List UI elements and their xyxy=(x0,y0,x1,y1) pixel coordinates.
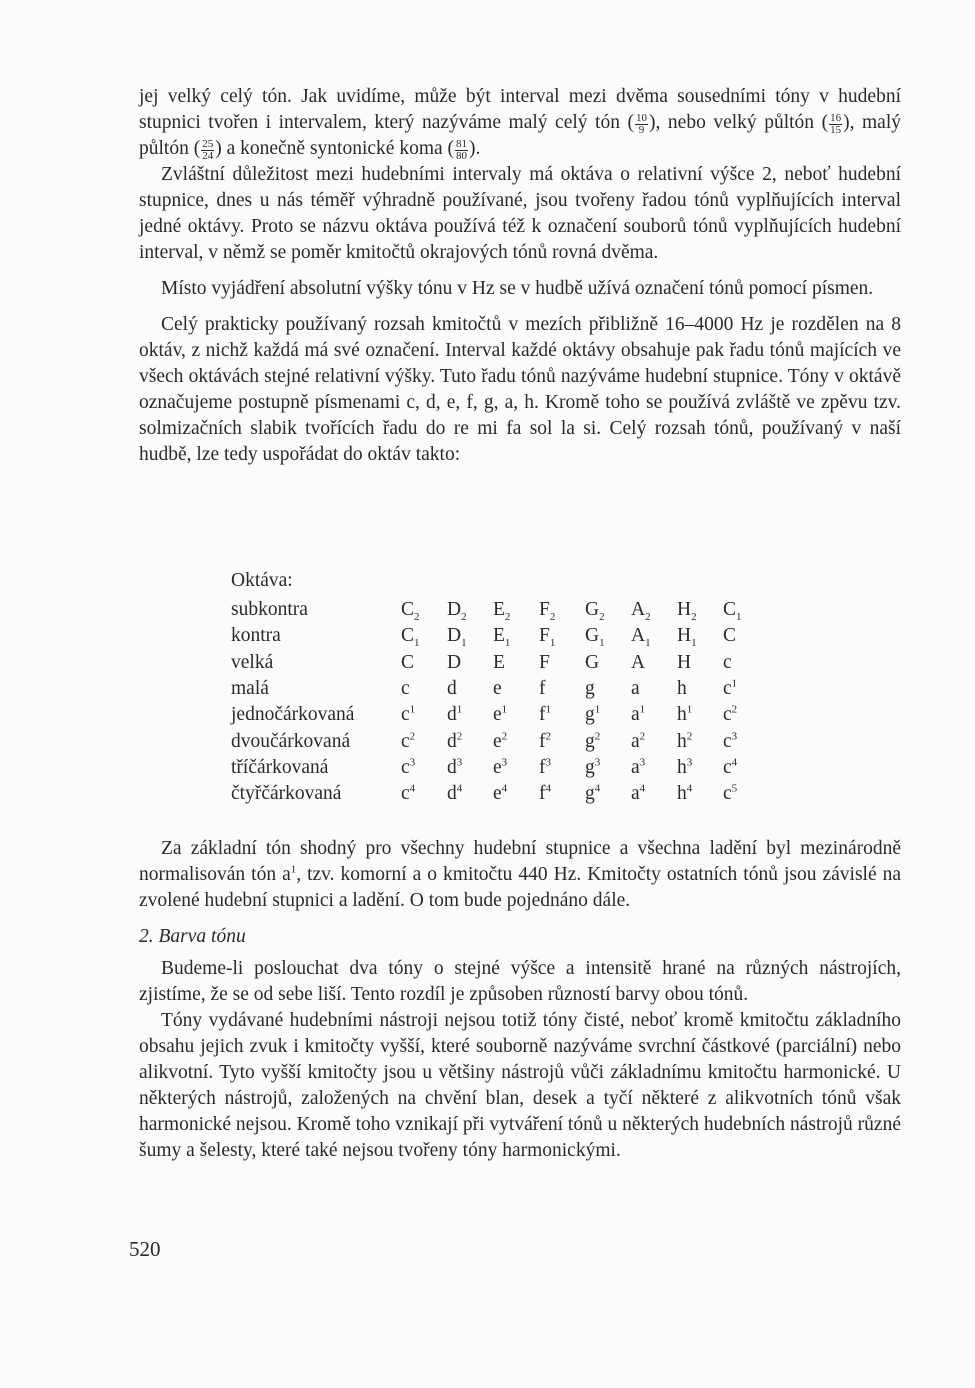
tone-cell: g xyxy=(585,678,595,700)
octave-table-header: Oktáva: xyxy=(231,570,293,591)
octave-row xyxy=(231,781,763,807)
tone-cell: $a^3$ xyxy=(631,756,646,778)
tone-cell: $h^2$ xyxy=(677,730,693,752)
octave-name: velká xyxy=(231,651,274,673)
tone-cell: $A_1$ xyxy=(631,625,651,650)
tone-cell: $e^2$ xyxy=(493,730,508,752)
tone-cell: a xyxy=(631,678,640,700)
tone-cell: E xyxy=(493,651,505,673)
tone-cell: $f^3$ xyxy=(539,756,551,778)
tone-cell: $e^4$ xyxy=(493,782,508,805)
text-run: , malý půltón xyxy=(139,112,901,159)
tone-cell: $f^2$ xyxy=(539,730,551,752)
tone-cell: $c^3$ xyxy=(401,756,416,778)
text-run: a konečně syntonické koma xyxy=(221,138,448,159)
tone-cell: F xyxy=(539,651,550,673)
tone-cell: $d^2$ xyxy=(447,730,463,752)
text-run: , nebo velký půltón xyxy=(655,112,822,133)
section-title: 2. Barva tónu xyxy=(139,926,246,947)
tone-cell: f xyxy=(539,678,546,700)
tone-cell: $g^4$ xyxy=(585,782,601,805)
octave-table-block xyxy=(231,568,763,807)
tone-cell: $c^1$ xyxy=(723,677,738,700)
octave-name: tříčárkovaná xyxy=(231,756,329,778)
tone-cell: $C_2$ xyxy=(401,599,420,624)
tone-cell: $f^1$ xyxy=(539,703,551,726)
fraction-syntonické-koma: $\frac{81}{80}$ xyxy=(456,137,468,162)
octave-row xyxy=(231,702,763,728)
tone-cell: $E_1$ xyxy=(493,625,511,650)
tone-cell: $c^4$ xyxy=(401,782,416,805)
tone-cell: $D_2$ xyxy=(447,599,467,624)
tone-cell: H xyxy=(677,651,692,673)
tone-cell: $a^4$ xyxy=(631,782,646,805)
octave-row xyxy=(231,676,763,702)
body-text-top xyxy=(139,84,901,468)
tone-cell: $c^3$ xyxy=(723,730,738,752)
tone-cell: $d^3$ xyxy=(447,756,463,778)
fraction-malý-půltón: $\frac{25}{24}$ xyxy=(202,137,214,162)
tone-cell: $e^1$ xyxy=(493,703,508,726)
tone-cell: $c^5$ xyxy=(723,782,738,805)
tone-cell: $g^2$ xyxy=(585,730,601,752)
tone-cell: A xyxy=(631,651,646,673)
tone-cell: c xyxy=(401,678,410,700)
tone-cell: $h^1$ xyxy=(677,703,693,726)
tone-cell: C xyxy=(401,651,415,673)
tone-cell: $H_2$ xyxy=(677,599,697,624)
text-run: . xyxy=(475,138,481,159)
octave-row xyxy=(231,650,763,676)
octave-row xyxy=(231,728,763,754)
tone-cell: $h^3$ xyxy=(677,756,693,778)
tone-cell: $d^4$ xyxy=(447,782,463,805)
tone-cell: $d^1$ xyxy=(447,703,463,726)
tone-cell: $E_2$ xyxy=(493,599,511,624)
fraction-velký-půltón: $\frac{16}{15}$ xyxy=(830,111,842,136)
tone-cell: h xyxy=(677,678,687,700)
tone-cell: d xyxy=(447,678,457,700)
octave-name: dvoučárkovaná xyxy=(231,730,351,752)
tone-cell: $F_2$ xyxy=(539,599,556,624)
tone-cell: $F_1$ xyxy=(539,625,556,650)
tone-cell: $C_1$ xyxy=(401,625,420,650)
tone-cell: $c^4$ xyxy=(723,756,738,778)
tone-cell: $a^1$ xyxy=(631,703,646,726)
tone-cell: $h^4$ xyxy=(677,782,693,805)
octave-name: subkontra xyxy=(231,599,308,621)
paragraph-barva-2: Tóny vydávané hudebními nástroji nejsou totiž tóny čisté, neboť kromě kmitočtu základního obsahu jejich zvuk i kmitočty vyšší, které souborně nazýváme svrchní částkové (parciální) nebo alikvotní. Tyto vyšší kmitočty jsou u většiny nástrojů vůči základnímu kmitočtu harmonické. U některých nástrojů, založených na chvění blan, desek a tyčí některé z alikvotních tónů však harmonické nejsou. Kromě toho vznikají při vytváření tónů u některých hudebních nástrojů různé šumy a šelesty, které také nejsou tvořeny tóny harmonickými. xyxy=(139,1010,901,1161)
tone-cell: $c^2$ xyxy=(401,730,416,752)
tone-cell: G xyxy=(585,651,600,673)
tone-cell: D xyxy=(447,651,462,673)
paragraph-rozsah: Celý prakticky používaný rozsah kmitočtů v mezích přibližně 16–4000 Hz je rozdělen na 8 oktáv, z nichž každá má své označení. Interval každé oktávy obsahuje pak řadu tónů majících ve všech oktávách stejné relativní výšky. Tuto řadu tónů nazýváme hudební stupnice. Tóny v oktávě označujeme postupně písmenami c, d, e, f, g, a, h. Kromě toho se používá zvláště ve zpěvu tzv. solmizačních slabik tvořících řadu do re mi fa sol la si. Celý rozsah tónů, používaný v naší hudbě, lze tedy uspořádat do oktáv takto: xyxy=(139,314,901,465)
tone-cell: $f^4$ xyxy=(539,782,551,805)
tone-cell: $a^2$ xyxy=(631,730,646,752)
paragraph-intervals: jej velký celý tón. Jak uvidíme, může být interval mezi dvěma sousedními tóny v hudební stupnici tvořen i intervalem, který nazýváme malý celý tón ( $\frac{10}{9}$ ), nebo velký půltón ( $\frac{16}{15}$ ), malý půltón ( $\frac{25}{24}$ ) a konečně syntonické koma ( $\frac{81}{80}$ ). xyxy=(139,86,901,162)
octave-table xyxy=(231,597,763,807)
tone-cell: $A_2$ xyxy=(631,599,651,624)
octave-name: malá xyxy=(231,678,269,700)
octave-name: čtyřčárkovaná xyxy=(231,783,342,805)
tone-cell: $G_1$ xyxy=(585,625,605,650)
tone-cell: $G_2$ xyxy=(585,599,605,624)
paragraph-barva-1: Budeme-li poslouchat dva tóny o stejné výšce a intensitě hrané na různých nástrojích, zjistíme, že se od sebe liší. Tento rozdíl je způsoben růzností barvy obou tónů. xyxy=(139,958,901,1005)
tone-cell: $C_1$ xyxy=(723,599,742,624)
tone-cell: $e^3$ xyxy=(493,756,508,778)
body-text-bottom xyxy=(139,836,901,1164)
tone-cell: $D_1$ xyxy=(447,625,467,650)
tone-cell: $g^1$ xyxy=(585,703,601,726)
tone-cell: $g^3$ xyxy=(585,756,601,778)
paragraph-oktava: Zvláštní důležitost mezi hudebními intervaly má oktáva o relativní výšce 2, neboť hudební stupnice, dnes u nás téměř výhradně používané, jsou tvořeny řadou tónů vyplňujících interval jedné oktávy. Proto se názvu oktáva používá též k označení souborů tónů vyplňujících hudební interval, v němž se poměr kmitočtů okrajových tónů rovná dvěma. xyxy=(139,164,901,263)
tone-cell: $c^2$ xyxy=(723,703,738,726)
octave-row xyxy=(231,623,763,649)
octave-name: jednočárkovaná xyxy=(231,704,355,726)
text-run: jej velký celý tón. Jak uvidíme, může být interval mezi dvěma sousedními tóny v hudební stupnici tvořen i intervalem, který nazýváme malý celý tón xyxy=(139,86,901,133)
tone-cell: C xyxy=(723,625,737,647)
tone-cell: c xyxy=(723,651,732,673)
octave-row xyxy=(231,597,763,623)
tone-cell: $H_1$ xyxy=(677,625,697,650)
paragraph-pismena: Místo vyjádření absolutní výšky tónu v Hz se v hudbě užívá označení tónů pomocí písmen. xyxy=(161,278,874,299)
paragraph-komorni-a: Za základní tón shodný pro všechny hudební stupnice a všechna ladění byl mezinárodně normalisován tón $a^1$, tzv. komorní a o kmitočtu 440 Hz. Kmitočty ostatních tónů jsou závislé na zvolené hudební stupnici a ladění. O tom bude pojednáno dále. xyxy=(139,838,902,911)
page-number: 520 xyxy=(129,1237,161,1261)
tone-cell: $c^1$ xyxy=(401,703,416,726)
tone-cell: e xyxy=(493,678,502,700)
octave-name: kontra xyxy=(231,625,281,647)
octave-row xyxy=(231,755,763,781)
fraction-malý-celý-tón: $\frac{10}{9}$ xyxy=(636,111,648,136)
